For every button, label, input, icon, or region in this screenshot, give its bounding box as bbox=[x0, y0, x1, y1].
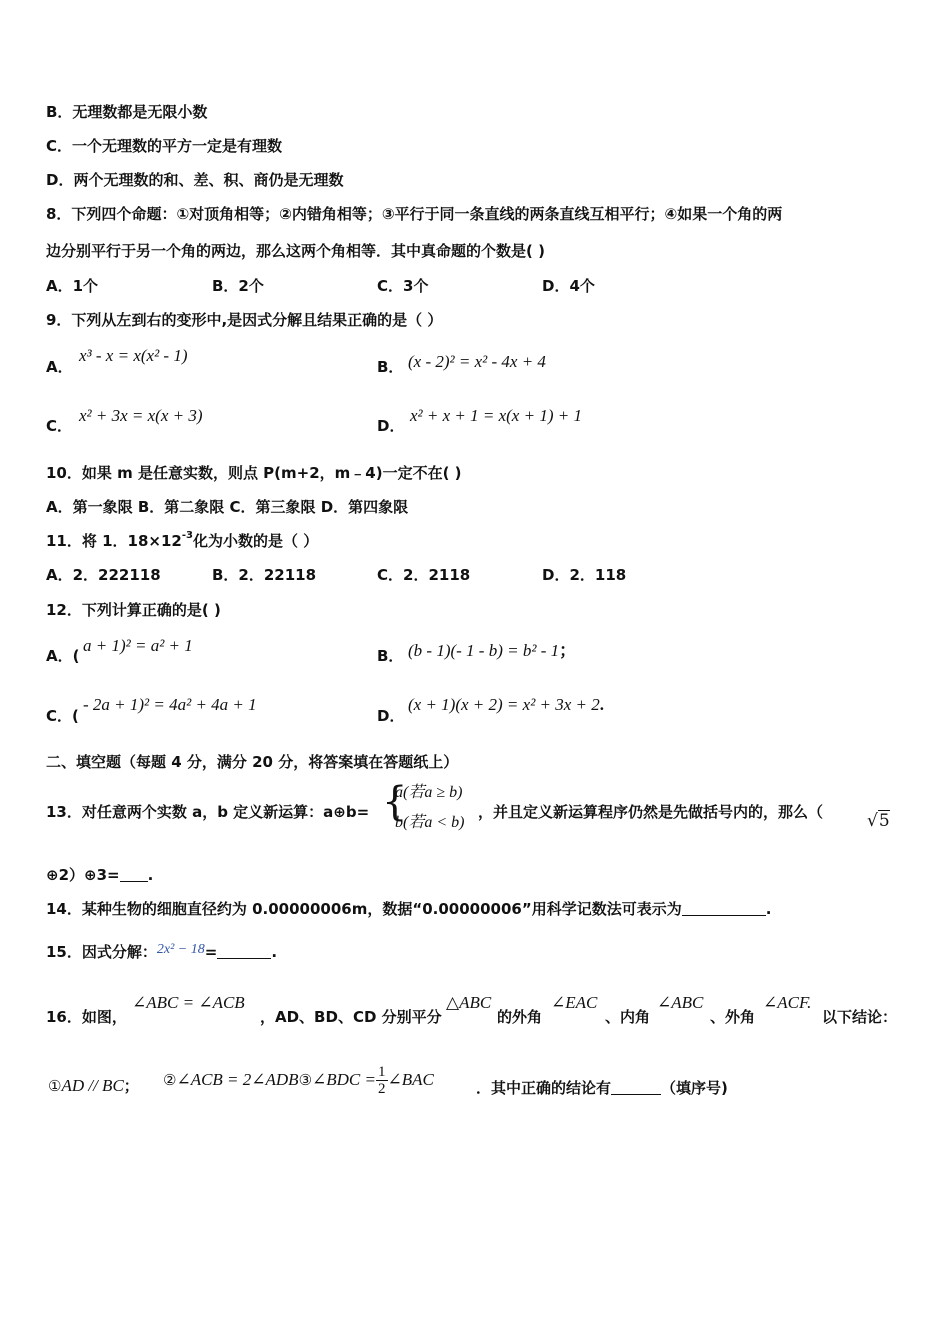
q9-math-b: (x - 2)² = x² - 4x + 4 bbox=[408, 352, 546, 371]
q13-stem-post: ，并且定义新运算程序仍然是先做括号内的，那么（ bbox=[478, 803, 824, 821]
q16-mid4: 、外角 bbox=[710, 1008, 756, 1026]
q8-option-a: A．1个 bbox=[46, 277, 99, 295]
q15-tail2: . bbox=[271, 943, 278, 961]
q9-label-a: A． bbox=[46, 358, 73, 376]
q16-fraction bbox=[376, 1064, 388, 1097]
q16-math-triangle: △ABC bbox=[446, 993, 492, 1012]
q16-c2-marker: ② bbox=[163, 1071, 177, 1089]
q9-math-c: x² + 3x = x(x + 3) bbox=[79, 406, 203, 425]
q14-tail: . bbox=[765, 900, 772, 918]
q15 bbox=[46, 940, 277, 962]
q15-answer-blank[interactable] bbox=[217, 944, 271, 959]
q7-option-c: C．一个无理数的平方一定是有理数 bbox=[46, 137, 283, 155]
q13-sqrt-radicand: 5 bbox=[878, 811, 890, 831]
q9-label-d: D． bbox=[377, 417, 405, 435]
q16-c3-math-b: ∠BAC bbox=[387, 1070, 434, 1089]
q11-option-a: A．2．222118 bbox=[46, 566, 161, 584]
q16-conclusion-1 bbox=[48, 1075, 139, 1096]
q16-conclusion-2-3 bbox=[163, 1064, 434, 1097]
q16-tail2: （填序号) bbox=[661, 1079, 728, 1097]
q12-label-c: C．( bbox=[46, 707, 79, 725]
q12-math-b bbox=[408, 636, 576, 661]
section-2-heading: 二、填空题（每题 4 分，满分 20 分，将答案填在答题纸上） bbox=[46, 753, 459, 771]
q11-stem-post: 化为小数的是（ ） bbox=[192, 532, 319, 550]
q16-frac-num: 1 bbox=[378, 1064, 386, 1080]
q13-brace: { bbox=[382, 779, 408, 825]
q9-stem: 9．下列从左到右的变形中,是因式分解且结果正确的是（ ） bbox=[46, 311, 443, 329]
q16-c1-marker: ① bbox=[48, 1077, 62, 1095]
q16-math-abc-eq-acb: ∠ABC = ∠ACB bbox=[132, 993, 245, 1012]
q16-tail-line bbox=[476, 1078, 728, 1098]
q7-option-b: B．无理数都是无限小数 bbox=[46, 103, 208, 121]
q16-c2-math: ∠ACB = 2∠ADB bbox=[176, 1070, 299, 1089]
q16-c3-marker: ③ bbox=[298, 1071, 313, 1089]
q12-label-b bbox=[377, 646, 403, 666]
q12-stem: 12．下列计算正确的是( ) bbox=[46, 601, 221, 619]
q16-c3-math-a: ∠BDC = bbox=[312, 1070, 376, 1089]
q12-math-b-tail: ； bbox=[559, 641, 577, 660]
q11-option-b: B．2．22118 bbox=[212, 566, 317, 584]
q8-option-d: D．4个 bbox=[542, 277, 595, 295]
q12-math-d-expr: (x + 1)(x + 2) = x² + 3x + 2 bbox=[408, 695, 600, 714]
q12-label-d: D． bbox=[377, 707, 405, 725]
q15-stem: 15．因式分解： bbox=[46, 943, 157, 961]
q16-c1-math: AD // BC bbox=[61, 1076, 124, 1095]
q16-post: 以下结论： bbox=[822, 1008, 898, 1026]
q12-math-c: - 2a + 1)² = 4a² + 4a + 1 bbox=[83, 695, 257, 714]
q16-mid3: 、内角 bbox=[605, 1008, 651, 1026]
q8-option-c: C．3个 bbox=[377, 277, 429, 295]
q10-options: A．第一象限 B．第二象限 C．第三象限 D．第四象限 bbox=[46, 498, 409, 516]
q16-pre: 16．如图， bbox=[46, 1008, 127, 1026]
q16-frac-den: 2 bbox=[378, 1081, 386, 1097]
q11-option-d: D．2．118 bbox=[542, 566, 627, 584]
q13-line2 bbox=[46, 865, 153, 885]
q12-math-d bbox=[408, 695, 604, 715]
q9-label-b: B． bbox=[377, 358, 404, 376]
q16-tail: ．其中正确的结论有 bbox=[476, 1079, 612, 1097]
q13-sqrt: √5 bbox=[867, 811, 890, 831]
q16-math-acf: ∠ACF. bbox=[763, 993, 812, 1012]
q13-case-1: a(若a ≥ b) bbox=[395, 784, 463, 801]
q16-answer-blank[interactable] bbox=[611, 1080, 661, 1095]
q12-label-a: A．( bbox=[46, 647, 80, 665]
q11-stem-exp: -3 bbox=[181, 530, 193, 541]
q12-math-a: a + 1)² = a² + 1 bbox=[83, 636, 193, 655]
q14-stem: 14．某种生物的细胞直径约为 0.00000006m，数据“0.00000006”用科学记数法可表示为 bbox=[46, 900, 682, 918]
q13-line2-tail: . bbox=[147, 866, 154, 884]
q11-option-c: C．2．2118 bbox=[377, 566, 471, 584]
q13-stem-pre: 13．对任意两个实数 a，b 定义新运算：a⊕b= bbox=[46, 803, 370, 821]
q11-stem bbox=[46, 531, 318, 551]
q9-math-d: x² + x + 1 = x(x + 1) + 1 bbox=[410, 406, 582, 425]
q13-case-2: b(若a < b) bbox=[395, 814, 465, 831]
q8-option-b: B．2个 bbox=[212, 277, 264, 295]
q12-math-d-tail: . bbox=[599, 695, 605, 714]
q16-mid2: 的外角 bbox=[497, 1008, 543, 1026]
q13-line2-text: ⊕2）⊕3= bbox=[46, 866, 120, 884]
q11-stem-pre: 11．将 1．18×12 bbox=[46, 532, 182, 550]
q16-math-eac: ∠EAC bbox=[551, 993, 598, 1012]
q12-math-b-expr: (b - 1)(- 1 - b) = b² - 1 bbox=[408, 641, 560, 660]
q10-stem: 10．如果 m 是任意实数，则点 P(m+2，m﹣4)一定不在( ) bbox=[46, 464, 462, 482]
q9-math-a: x³ - x = x(x² - 1) bbox=[79, 346, 188, 365]
q7-option-d: D．两个无理数的和、差、积、商仍是无理数 bbox=[46, 171, 344, 189]
q16-mid1: ，AD、BD、CD 分别平分 bbox=[260, 1008, 442, 1026]
q8-stem-line2: 边分别平行于另一个角的两边，那么这两个角相等．其中真命题的个数是( ) bbox=[46, 242, 545, 260]
q14-answer-blank[interactable] bbox=[682, 901, 766, 916]
q16-sep1: ； bbox=[123, 1077, 139, 1095]
q9-label-c: C． bbox=[46, 417, 73, 435]
q15-tail: = bbox=[204, 943, 218, 961]
q16-math-abc: ∠ABC bbox=[657, 993, 704, 1012]
q12-label-b-text: B． bbox=[377, 647, 404, 665]
q8-stem-line1: 8．下列四个命题：①对顶角相等；②内错角相等；③平行于同一条直线的两条直线互相平行；④如果一个角的两 bbox=[46, 205, 783, 223]
q15-expression: 2x² − 18 bbox=[156, 942, 205, 957]
q13-answer-blank[interactable] bbox=[120, 867, 148, 882]
q14 bbox=[46, 899, 771, 919]
